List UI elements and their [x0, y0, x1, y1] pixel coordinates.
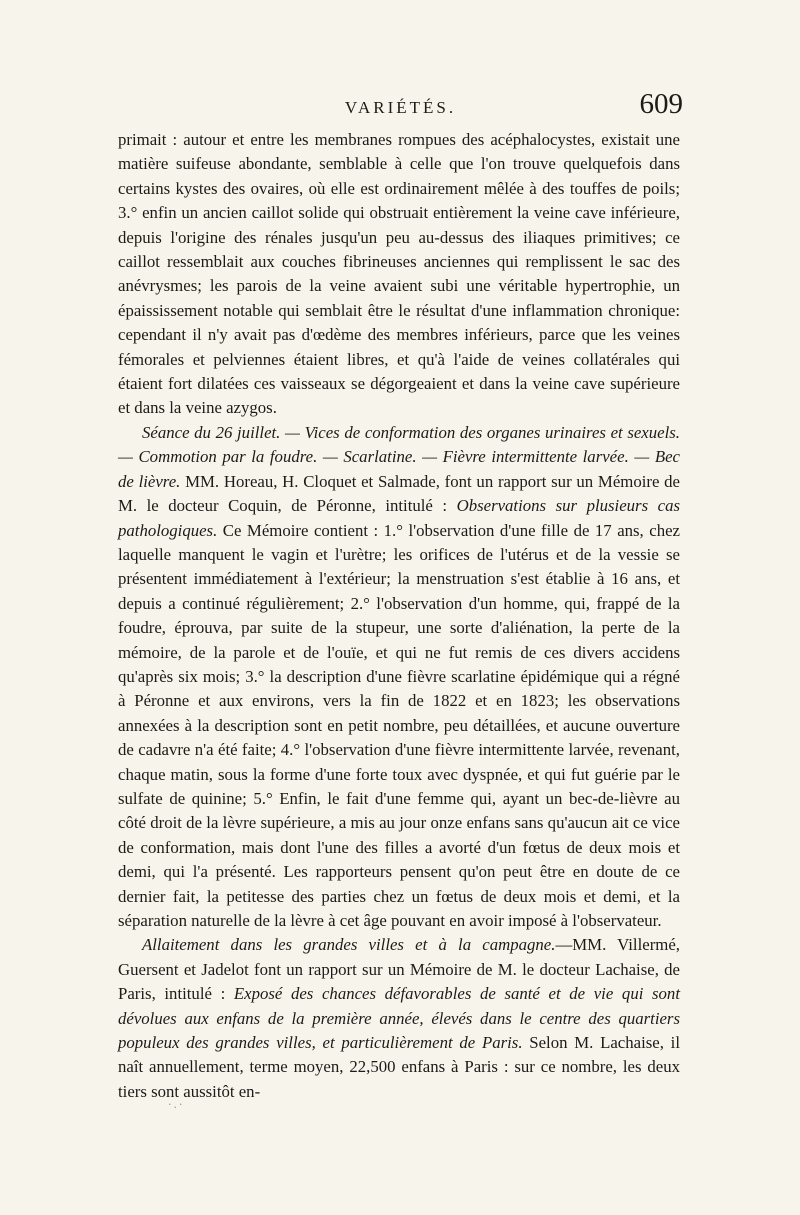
page-number: 609: [639, 88, 683, 120]
paragraph-text: Selon M. Lachaise, il naît annuellement, terme moyen, 22,500 enfans à Paris : sur ce nombre, les deux tiers sont aussitôt en-: [118, 1033, 680, 1101]
session-heading: Séance du 26 juillet. — Vices de conformation des organes urinaires et sexuels. — Commotion par la foudre. — Scarlatine. — Fièvre intermittente larvée. — Bec de lièvre.: [118, 422, 680, 491]
ink-smudge: ·.·: [168, 1098, 185, 1111]
body-text: [118, 128, 680, 1104]
section-heading: Allaitement dans les grandes villes et à la campagne.: [142, 935, 556, 955]
memoir-title: Observations sur plusieurs cas pathologiques.: [118, 496, 680, 540]
paragraph-text: primait : autour et entre les membranes rompues des acéphalocystes, existait une matière suifeuse abondante, semblable à celle que l'on trouve quelquefois dans certains kystes des ovaires, où elle est ordinairement mêlée à des touffes de poils; 3.° enfin un ancien caillot solide qui obstruait entièrement la veine cave inférieure, depuis l'origine des rénales jusqu'un peu au-dessus des iliaques primitives; ce caillot ressemblait aux couches fibrineuses anciennes qui remplissent le sac des anévrysmes; les parois de la veine avaient subi une véritable hypertrophie, un épaississement notable qui semblait être le résultat d'une inflammation chronique: cependant il n'y avait pas d'œdème des membres inférieurs, parce que les veines fémorales et pelviennes étaient libres, et qu'à l'aide de veines collatérales qui étaient fort dilatées ces vaisseaux se dégorgeaient et dans la veine cave supérieure et dans la veine azygos.: [118, 130, 680, 418]
paragraph-text: MM. Horeau, H. Cloquet et Salmade, font un rapport sur un Mémoire de M. le docteur Coquin, de Péronne, intitulé :: [118, 471, 680, 516]
paragraph-seance-26-juillet: [118, 421, 680, 934]
page-header: [118, 88, 683, 132]
memoir-title: Exposé des chances défavorables de santé et de vie qui sont dévolues aux enfans de la première année, élevés dans le centre des quartiers populeux des grandes villes, et particulièrement de Paris.: [118, 984, 680, 1053]
paragraph-text: Ce Mémoire contient : 1.° l'observation d'une fille de 17 ans, chez laquelle manquent le vagin et l'urètre; les orifices de l'utérus et de la vessie se présentent immédiatement à l'extérieur; la menstruation s'est établie à 16 ans, et depuis a continué régulièrement; 2.° l'observation d'un homme, qui, frappé de la foudre, éprouva, par suite de la stupeur, une sorte d'aliénation, la perte de la mémoire, de la parole et de l'ouïe, et qui ne fut remis de ces divers accidens qu'après six mois; 3.° la description d'une fièvre scarlatine épidémique qui a régné à Péronne et aux environs, vers la fin de 1822 et en 1823; les observations annexées à la description sont en petit nombre, peu détaillées, et aucune ouverture de cadavre n'a été faite; 4.° l'observation d'une fièvre intermittente larvée, revenant, chaque matin, sous la forme d'une forte toux avec dyspnée, et qui fut guérie par le sulfate de quinine; 5.° Enfin, le fait d'une femme qui, ayant un bec-de-lièvre au côté droit de la lèvre supérieure, a mis au jour onze enfans sans qu'aucun ait ce vice de conformation, mais dont l'une des filles a avorté d'un fœtus de deux mois et demi, qui l'a présenté. Les rapporteurs pensent qu'on peut être en doute de ce dernier fait, la petitesse des parties chez un fœtus de deux mois et demi, et la séparation naturelle de la lèvre à cet âge pouvant en avoir imposé à l'observateur.: [118, 520, 680, 930]
paragraph-text: —MM. Villermé, Guersent et Jadelot font un rapport sur un Mémoire de M. le docteur Lachaise, de Paris, intitulé :: [118, 935, 680, 1004]
running-head: VARIÉTÉS.: [344, 98, 457, 117]
paragraph-continuation: [118, 128, 680, 421]
paragraph-allaitement: [118, 933, 680, 1104]
